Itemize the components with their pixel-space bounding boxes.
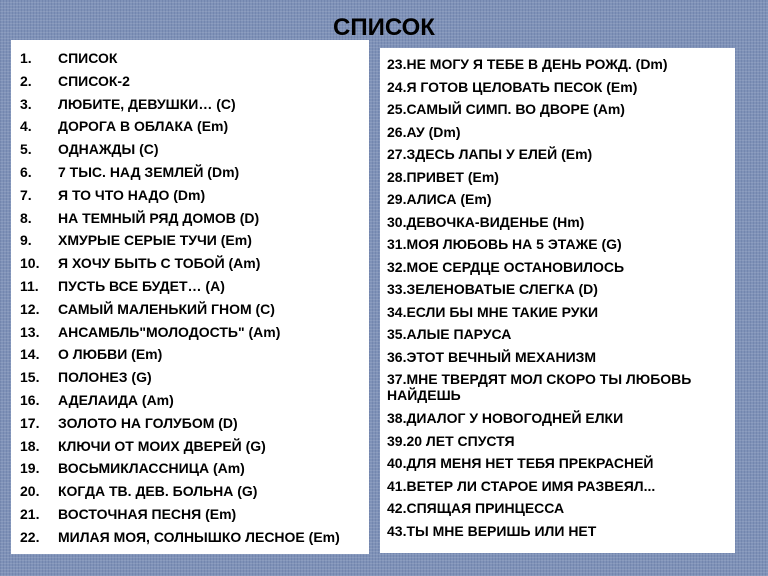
list-item: 40.ДЛЯ МЕНЯ НЕТ ТЕБЯ ПРЕКРАСНЕЙ	[387, 455, 654, 471]
list-item	[11, 480, 369, 503]
item-number: 5.	[20, 141, 32, 158]
list-item: 29.АЛИСА (Em)	[387, 191, 492, 207]
list-item	[11, 412, 369, 435]
item-text: 7 ТЫС. НАД ЗЕМЛЕЙ (Dm)	[58, 163, 240, 180]
item-number: 1.	[20, 50, 32, 66]
song-list-right	[380, 48, 735, 542]
song-list-right-panel	[380, 48, 735, 553]
list-item	[11, 366, 369, 389]
list-item: 32.МОЕ СЕРДЦЕ ОСТАНОВИЛОСЬ	[387, 258, 625, 275]
item-text: О ЛЮБВИ (Em)	[58, 346, 163, 363]
item-text: Я ТО ЧТО НАДО (Dm)	[58, 186, 206, 203]
item-text: АНСАМБЛЬ"МОЛОДОСТЬ" (Am)	[58, 323, 281, 340]
list-item: 36.ЭТОТ ВЕЧНЫЙ МЕХАНИЗМ	[387, 348, 597, 365]
list-item	[11, 298, 369, 321]
item-number: 3.	[20, 95, 32, 112]
list-item: 30.ДЕВОЧКА-ВИДЕНЬЕ (Hm)	[387, 213, 585, 230]
item-number: 16.	[20, 391, 40, 408]
item-text: ПУСТЬ ВСЕ БУДЕТ… (A)	[58, 277, 225, 294]
item-number: 15.	[20, 369, 40, 386]
item-text: ВОСЬМИКЛАССНИЦА (Am)	[58, 460, 245, 477]
list-item: 42.СПЯЩАЯ ПРИНЦЕССА	[387, 500, 565, 516]
item-text: КЛЮЧИ ОТ МОИХ ДВЕРЕЙ (G)	[58, 437, 266, 454]
list-item: 41.ВЕТЕР ЛИ СТАРОЕ ИМЯ РАЗВЕЯЛ...	[387, 477, 656, 494]
list-item: 34.ЕСЛИ БЫ МНЕ ТАКИЕ РУКИ	[387, 303, 599, 320]
item-number: 10.	[20, 255, 40, 272]
item-text: СПИСОК	[58, 50, 118, 66]
list-item	[11, 343, 369, 366]
item-text: КОГДА ТВ. ДЕВ. БОЛЬНА (G)	[58, 483, 258, 500]
list-item	[11, 229, 369, 252]
list-item	[11, 161, 369, 184]
item-number: 21.	[20, 505, 40, 522]
item-number: 20.	[20, 483, 40, 500]
list-item: 27.ЗДЕСЬ ЛАПЫ У ЕЛЕЙ (Em)	[387, 146, 593, 162]
item-text: САМЫЙ МАЛЕНЬКИЙ ГНОМ (C)	[58, 300, 275, 317]
list-item	[11, 138, 369, 161]
item-number: 13.	[20, 323, 40, 340]
list-item	[11, 435, 369, 458]
list-item: 24.Я ГОТОВ ЦЕЛОВАТЬ ПЕСОК (Em)	[387, 78, 638, 95]
item-number: 12.	[20, 300, 40, 317]
list-item	[11, 47, 369, 70]
item-number: 11.	[20, 277, 39, 294]
item-text: АДЕЛАИДА (Am)	[58, 391, 174, 408]
list-item: 33.ЗЕЛЕНОВАТЫЕ СЛЕГКА (D)	[387, 281, 598, 297]
song-list-left	[11, 40, 369, 549]
item-text: ЛЮБИТЕ, ДЕВУШКИ… (C)	[58, 95, 236, 112]
item-number: 2.	[20, 72, 32, 89]
list-item	[11, 389, 369, 412]
item-number: 14.	[20, 346, 40, 363]
list-item: 43.ТЫ МНЕ ВЕРИШЬ ИЛИ НЕТ	[387, 522, 597, 539]
list-item: 28.ПРИВЕТ (Em)	[387, 168, 499, 185]
list-item	[11, 207, 369, 230]
item-number: 7.	[20, 186, 32, 203]
list-item	[11, 457, 369, 480]
list-item	[11, 503, 369, 526]
list-item: 39.20 ЛЕТ СПУСТЯ	[387, 432, 515, 449]
page-title: СПИСОК	[333, 14, 435, 41]
list-item	[11, 252, 369, 275]
item-number: 19.	[20, 460, 40, 477]
item-text: СПИСОК-2	[58, 72, 130, 89]
item-text: ВОСТОЧНАЯ ПЕСНЯ (Em)	[58, 505, 237, 522]
item-text: ПОЛОНЕЗ (G)	[58, 369, 152, 386]
item-text: ХМУРЫЕ СЕРЫЕ ТУЧИ (Em)	[58, 232, 252, 249]
item-text: ОДНАЖДЫ (C)	[58, 141, 159, 158]
list-item: 35.АЛЫЕ ПАРУСА	[387, 326, 512, 342]
list-item	[11, 321, 369, 344]
list-item	[11, 115, 369, 138]
list-item: 25.САМЫЙ СИМП. ВО ДВОРЕ (Am)	[387, 101, 625, 117]
item-text: НА ТЕМНЫЙ РЯД ДОМОВ (D)	[58, 209, 260, 226]
item-text: ДОРОГА В ОБЛАКА (Em)	[58, 118, 229, 135]
list-item: 38.ДИАЛОГ У НОВОГОДНЕЙ ЕЛКИ	[387, 410, 624, 426]
item-number: 8.	[20, 209, 32, 226]
item-number: 4.	[20, 118, 32, 135]
list-item: 31.МОЯ ЛЮБОВЬ НА 5 ЭТАЖЕ (G)	[387, 236, 622, 252]
list-item: 37.МНЕ ТВЕРДЯТ МОЛ СКОРО ТЫ ЛЮБОВЬ НАЙДЕШЬ	[387, 371, 692, 403]
list-item	[11, 526, 369, 549]
list-item	[11, 70, 369, 93]
item-number: 6.	[20, 163, 32, 180]
item-text: Я ХОЧУ БЫТЬ С ТОБОЙ (Am)	[58, 255, 261, 272]
item-text: МИЛАЯ МОЯ, СОЛНЫШКО ЛЕСНОЕ (Em)	[58, 528, 340, 545]
item-text: ЗОЛОТО НА ГОЛУБОМ (D)	[58, 414, 238, 431]
list-item	[11, 275, 369, 298]
item-number: 18.	[20, 437, 40, 454]
item-number: 22.	[20, 528, 40, 545]
item-number: 9.	[20, 232, 32, 249]
song-list-left-panel	[11, 40, 369, 554]
item-number: 17.	[20, 414, 40, 431]
list-item: 26.АУ (Dm)	[387, 123, 461, 140]
list-item: 23.НЕ МОГУ Я ТЕБЕ В ДЕНЬ РОЖД. (Dm)	[387, 56, 668, 72]
list-item	[11, 93, 369, 116]
list-item	[11, 184, 369, 207]
